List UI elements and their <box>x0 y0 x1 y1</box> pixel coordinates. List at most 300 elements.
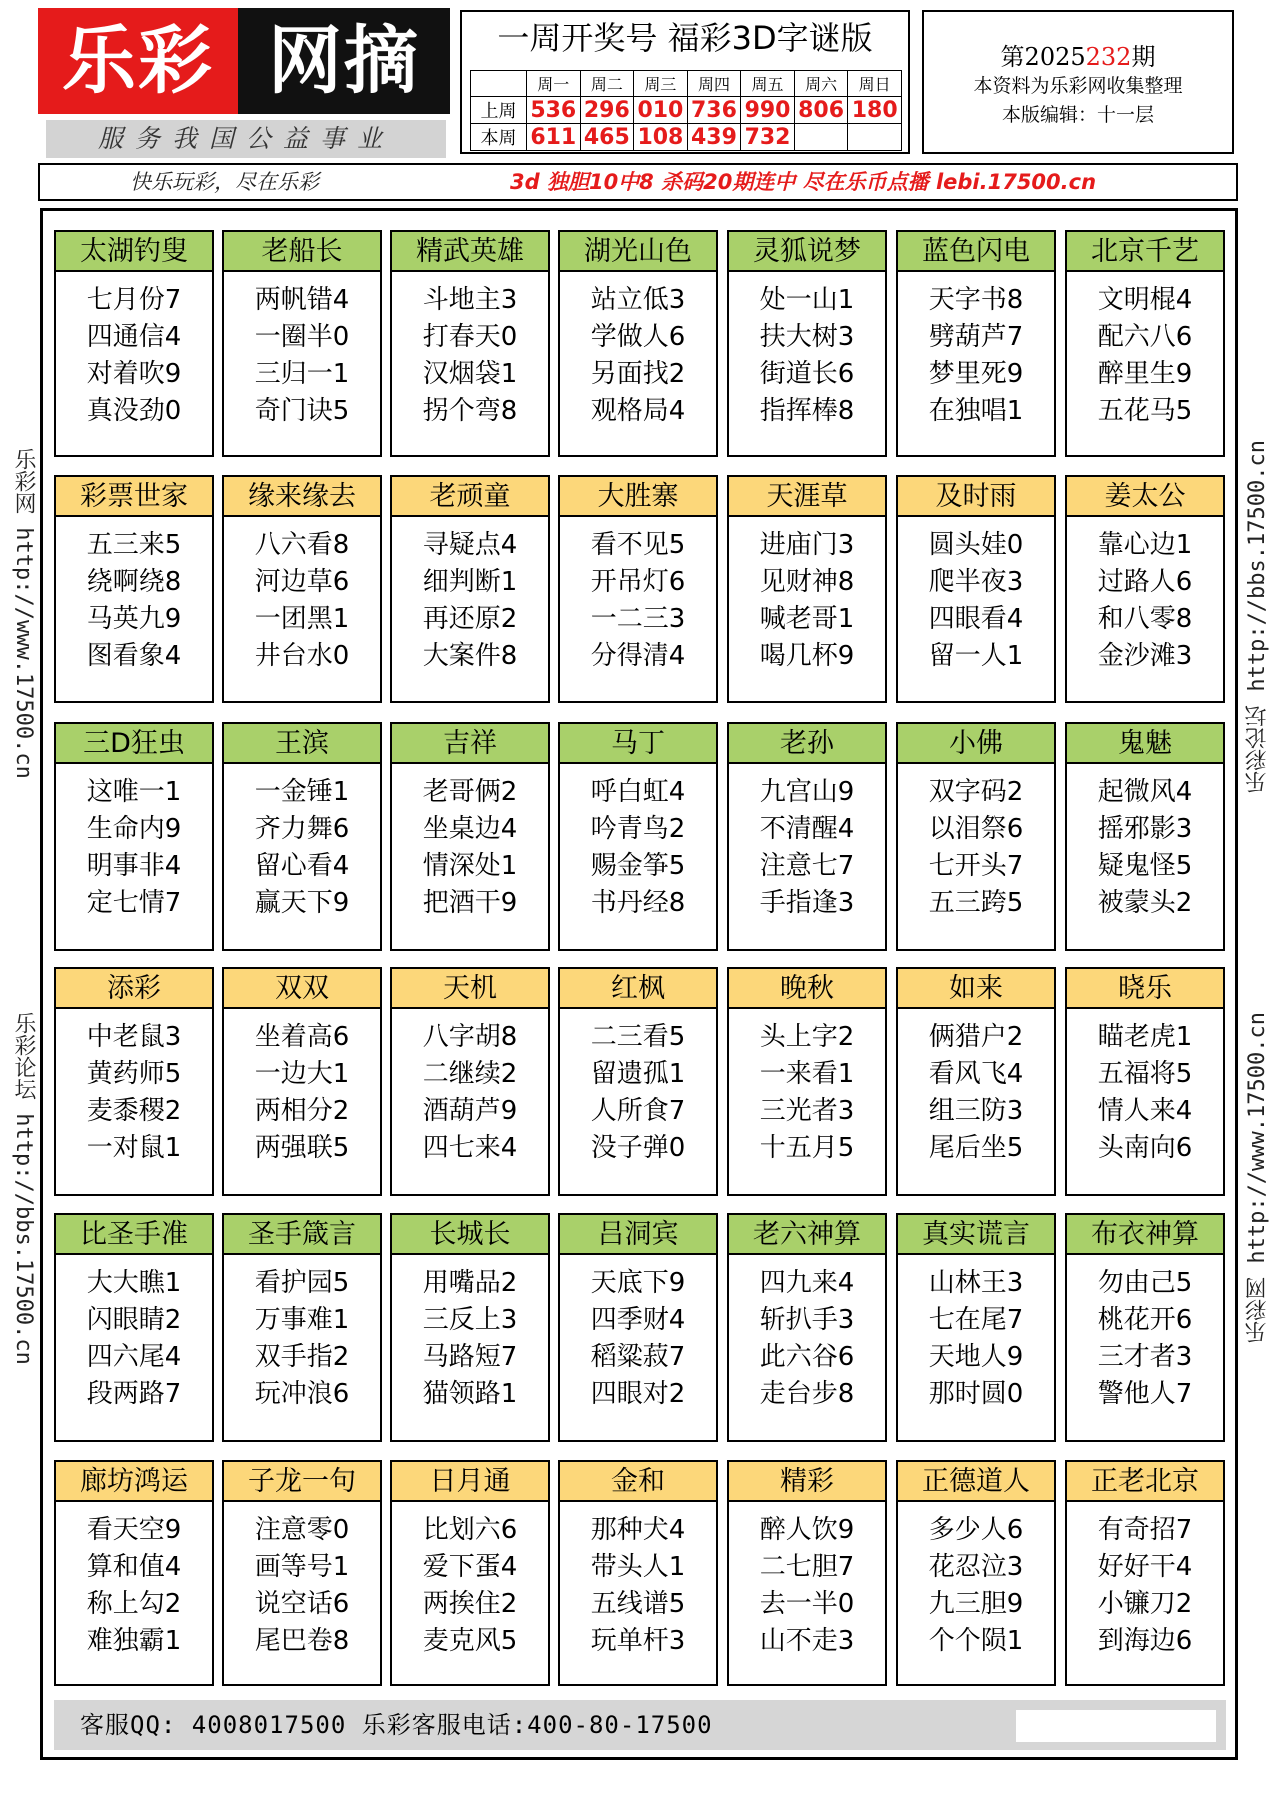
puzzle-card-body <box>56 764 212 922</box>
puzzle-card-title: 灵狐说梦 <box>729 232 885 272</box>
puzzle-card-title: 老顽童 <box>392 477 548 517</box>
puzzle-card-body <box>898 1502 1054 1660</box>
puzzle-line: 以泪祭6 <box>928 814 1024 844</box>
puzzle-line: 打春天0 <box>422 322 518 352</box>
puzzle-line: 定七情7 <box>86 888 182 918</box>
puzzle-line: 去一半0 <box>759 1589 855 1619</box>
puzzle-line: 比划六6 <box>422 1515 518 1545</box>
puzzle-line: 劈葫芦7 <box>928 322 1024 352</box>
puzzle-card-body <box>898 1009 1054 1167</box>
puzzle-line: 难独霸1 <box>86 1626 182 1656</box>
puzzle-card <box>222 230 382 457</box>
puzzle-card-title: 布衣神算 <box>1067 1215 1223 1255</box>
puzzle-card <box>222 1460 382 1686</box>
puzzle-card-body <box>898 1255 1054 1413</box>
puzzle-card-body <box>56 1255 212 1413</box>
puzzle-card <box>558 722 718 951</box>
puzzle-card <box>558 230 718 457</box>
puzzle-line: 三光者3 <box>759 1096 855 1126</box>
puzzle-line: 头南向6 <box>1097 1133 1193 1163</box>
puzzle-line: 两挨住2 <box>422 1589 518 1619</box>
puzzle-line: 观格局4 <box>590 396 686 426</box>
puzzle-line: 玩冲浪6 <box>254 1379 350 1409</box>
puzzle-line: 五三跨5 <box>928 888 1024 918</box>
issue-number: 232 <box>1085 43 1132 71</box>
puzzle-line: 两强联5 <box>254 1133 350 1163</box>
puzzle-card-body <box>898 517 1054 675</box>
puzzle-card-body <box>729 764 885 922</box>
puzzle-card-body <box>1067 1502 1223 1660</box>
draw-number <box>794 124 848 151</box>
puzzle-line: 情人来4 <box>1097 1096 1193 1126</box>
puzzle-line: 看天空9 <box>86 1515 182 1545</box>
puzzle-line: 天地人9 <box>928 1342 1024 1372</box>
puzzle-line: 开吊灯6 <box>590 567 686 597</box>
puzzle-line: 五花马5 <box>1097 396 1193 426</box>
puzzle-line: 段两路7 <box>86 1379 182 1409</box>
issue-prefix: 第2025 <box>1000 43 1086 71</box>
puzzle-line: 十五月5 <box>759 1133 855 1163</box>
puzzle-line: 站立低3 <box>590 285 686 315</box>
puzzle-line: 八六看8 <box>254 530 350 560</box>
puzzle-line: 呼白虹4 <box>590 777 686 807</box>
puzzle-line: 八字胡8 <box>422 1022 518 1052</box>
puzzle-line: 猫领路1 <box>422 1379 518 1409</box>
puzzle-line: 四眼对2 <box>590 1379 686 1409</box>
puzzle-card <box>727 722 887 951</box>
puzzle-line: 双手指2 <box>254 1342 350 1372</box>
puzzle-card-title: 三D狂虫 <box>56 724 212 764</box>
puzzle-line: 奇门诀5 <box>254 396 350 426</box>
puzzle-line: 桃花开6 <box>1097 1305 1193 1335</box>
draw-number: 439 <box>687 124 741 151</box>
puzzle-card-body <box>1067 517 1223 675</box>
puzzle-line: 留心看4 <box>254 851 350 881</box>
editor-note: 本版编辑：十一层 <box>1001 104 1154 126</box>
puzzle-card-body <box>224 1009 380 1167</box>
this-week-label: 本周 <box>471 124 527 151</box>
puzzle-card-body <box>392 517 548 675</box>
puzzle-card <box>896 1213 1056 1442</box>
puzzle-card <box>727 1460 887 1686</box>
puzzle-line: 斗地主3 <box>422 285 518 315</box>
puzzle-card-body <box>560 1009 716 1167</box>
puzzle-line: 看护园5 <box>254 1268 350 1298</box>
puzzle-line: 进庙门3 <box>759 530 855 560</box>
puzzle-card-title: 晓乐 <box>1067 969 1223 1009</box>
puzzle-line: 明事非4 <box>86 851 182 881</box>
puzzle-line: 此六谷6 <box>759 1342 855 1372</box>
puzzle-line: 留遗孤1 <box>590 1059 686 1089</box>
puzzle-line: 另面找2 <box>590 359 686 389</box>
last-week-row <box>471 97 902 124</box>
draw-number: 108 <box>634 124 688 151</box>
puzzle-line: 用嘴品2 <box>422 1268 518 1298</box>
puzzle-line: 七在尾7 <box>928 1305 1024 1335</box>
puzzle-card <box>896 1460 1056 1686</box>
puzzle-line: 一金锤1 <box>254 777 350 807</box>
puzzle-card-body <box>560 517 716 675</box>
puzzle-line: 圆头娃0 <box>928 530 1024 560</box>
puzzle-card-title: 太湖钓叟 <box>56 232 212 272</box>
puzzle-line: 多少人6 <box>928 1515 1024 1545</box>
draw-number: 465 <box>580 124 634 151</box>
puzzle-line: 喝几杯9 <box>759 641 855 671</box>
puzzle-line: 手指逢3 <box>759 888 855 918</box>
puzzle-line: 三反上3 <box>422 1305 518 1335</box>
puzzle-card-body <box>560 272 716 430</box>
draw-table-corner <box>471 71 527 97</box>
puzzle-card-title: 鬼魅 <box>1067 724 1223 764</box>
puzzle-line: 瞄老虎1 <box>1097 1022 1193 1052</box>
puzzle-line: 对着吹9 <box>86 359 182 389</box>
puzzle-line: 算和值4 <box>86 1552 182 1582</box>
puzzle-line: 和八零8 <box>1097 604 1193 634</box>
puzzle-line: 分得清4 <box>590 641 686 671</box>
puzzle-line: 小镰刀2 <box>1097 1589 1193 1619</box>
draw-number: 180 <box>848 97 902 124</box>
puzzle-line: 人所食7 <box>590 1096 686 1126</box>
puzzle-card <box>54 722 214 951</box>
puzzle-line: 醉里生9 <box>1097 359 1193 389</box>
puzzle-card-title: 子龙一句 <box>224 1462 380 1502</box>
puzzle-card-body <box>56 1502 212 1660</box>
puzzle-line: 三归一1 <box>254 359 350 389</box>
puzzle-card-title: 圣手箴言 <box>224 1215 380 1255</box>
puzzle-card-title: 大胜寨 <box>560 477 716 517</box>
puzzle-line: 指挥棒8 <box>759 396 855 426</box>
draw-number: 296 <box>580 97 634 124</box>
puzzle-line: 拐个弯8 <box>422 396 518 426</box>
puzzle-card-body <box>392 1009 548 1167</box>
puzzle-card <box>558 1213 718 1442</box>
puzzle-card-title: 彩票世家 <box>56 477 212 517</box>
puzzle-card-title: 及时雨 <box>898 477 1054 517</box>
puzzle-line: 四七来4 <box>422 1133 518 1163</box>
puzzle-line: 四季财4 <box>590 1305 686 1335</box>
puzzle-card-body <box>56 1009 212 1167</box>
puzzle-line: 玩单杆3 <box>590 1626 686 1656</box>
puzzle-line: 中老鼠3 <box>86 1022 182 1052</box>
ticker-bar <box>38 163 1238 201</box>
puzzle-card-title: 真实谎言 <box>898 1215 1054 1255</box>
puzzle-card-body <box>392 1255 548 1413</box>
puzzle-line: 一对鼠1 <box>86 1133 182 1163</box>
puzzle-line: 老哥俩2 <box>422 777 518 807</box>
puzzle-line: 两帆错4 <box>254 285 350 315</box>
puzzle-line: 没子弹0 <box>590 1133 686 1163</box>
puzzle-line: 马路短7 <box>422 1342 518 1372</box>
puzzle-card-title: 精武英雄 <box>392 232 548 272</box>
draw-number <box>848 124 902 151</box>
draw-number: 732 <box>741 124 795 151</box>
draw-table <box>470 70 902 151</box>
puzzle-card-body <box>729 272 885 430</box>
puzzle-line: 稻粱菽7 <box>590 1342 686 1372</box>
puzzle-card <box>558 475 718 703</box>
puzzle-card <box>558 1460 718 1686</box>
footer-blank-box <box>1016 1710 1216 1742</box>
puzzle-card-body <box>729 517 885 675</box>
puzzle-card-body <box>560 1502 716 1660</box>
puzzle-line: 说空话6 <box>254 1589 350 1619</box>
puzzle-line: 靠心边1 <box>1097 530 1193 560</box>
puzzle-line: 井台水0 <box>254 641 350 671</box>
weekday-header: 周二 <box>580 71 634 97</box>
puzzle-card-body <box>1067 1009 1223 1167</box>
ticker-promo[interactable]: 3d 独胆10中8 杀码20期连中 尽在乐币点播 lebi.17500.cn <box>510 170 1097 194</box>
puzzle-card-body <box>1067 272 1223 430</box>
puzzle-line: 画等号1 <box>254 1552 350 1582</box>
puzzle-card <box>1065 1213 1225 1442</box>
issue-line <box>924 42 1232 72</box>
puzzle-card <box>896 722 1056 951</box>
puzzle-line: 文明棍4 <box>1097 285 1193 315</box>
puzzle-card <box>896 475 1056 703</box>
puzzle-line: 闪眼睛2 <box>86 1305 182 1335</box>
puzzle-line: 山不走3 <box>759 1626 855 1656</box>
puzzle-line: 爱下蛋4 <box>422 1552 518 1582</box>
puzzle-line: 尾巴卷8 <box>254 1626 350 1656</box>
draw-title: 一周开奖号 福彩3D字谜版 <box>497 19 873 57</box>
puzzle-line: 带头人1 <box>590 1552 686 1582</box>
puzzle-line: 二七胆7 <box>759 1552 855 1582</box>
puzzle-card-body <box>1067 1255 1223 1413</box>
puzzle-line: 赢天下9 <box>254 888 350 918</box>
issue-suffix: 期 <box>1131 43 1156 71</box>
puzzle-card <box>54 1460 214 1686</box>
puzzle-line: 喊老哥1 <box>759 604 855 634</box>
puzzle-line: 酒葫芦9 <box>422 1096 518 1126</box>
puzzle-line: 绕啊绕8 <box>86 567 182 597</box>
puzzle-line: 五三来5 <box>86 530 182 560</box>
puzzle-line: 那时圆0 <box>928 1379 1024 1409</box>
weekday-header: 周三 <box>634 71 688 97</box>
puzzle-line: 天字书8 <box>928 285 1024 315</box>
puzzle-line: 坐着高6 <box>254 1022 350 1052</box>
puzzle-line: 赐金筝5 <box>590 851 686 881</box>
puzzle-line: 组三防3 <box>928 1096 1024 1126</box>
puzzle-line: 一团黑1 <box>254 604 350 634</box>
puzzle-card-body <box>392 272 548 430</box>
puzzle-card-title: 小佛 <box>898 724 1054 764</box>
draw-number: 536 <box>527 97 581 124</box>
puzzle-line: 看风飞4 <box>928 1059 1024 1089</box>
puzzle-card-title: 天机 <box>392 969 548 1009</box>
weekly-draw-panel <box>460 10 910 154</box>
puzzle-line: 大大瞧1 <box>86 1268 182 1298</box>
puzzle-line: 看不见5 <box>590 530 686 560</box>
puzzle-line: 斩扒手3 <box>759 1305 855 1335</box>
puzzle-card <box>390 722 550 951</box>
footer-contact: 客服QQ: 4008017500 乐彩客服电话:400-80-17500 <box>80 1711 713 1739</box>
side-text-left-top: 乐彩网 http://www.17500.cn <box>11 448 36 779</box>
puzzle-line: 俩猎户2 <box>928 1022 1024 1052</box>
puzzle-card-body <box>560 764 716 922</box>
weekday-header: 周五 <box>741 71 795 97</box>
puzzle-line: 疑鬼怪5 <box>1097 851 1193 881</box>
puzzle-card-title: 正老北京 <box>1067 1462 1223 1502</box>
puzzle-line: 情深处1 <box>422 851 518 881</box>
puzzle-line: 四六尾4 <box>86 1342 182 1372</box>
puzzle-card <box>727 230 887 457</box>
logo-red-part: 乐彩 <box>38 8 238 114</box>
puzzle-line: 四通信4 <box>86 322 182 352</box>
puzzle-line: 生命内9 <box>86 814 182 844</box>
puzzle-line: 汉烟袋1 <box>422 359 518 389</box>
puzzle-line: 留一人1 <box>928 641 1024 671</box>
puzzle-card-title: 比圣手准 <box>56 1215 212 1255</box>
side-text-left-bottom: 乐彩论坛 http://bbs.17500.cn <box>11 1012 36 1365</box>
puzzle-line: 金沙滩3 <box>1097 641 1193 671</box>
puzzle-line: 图看象4 <box>86 641 182 671</box>
issue-panel <box>922 10 1234 154</box>
puzzle-line: 九三胆9 <box>928 1589 1024 1619</box>
puzzle-line: 大案件8 <box>422 641 518 671</box>
puzzle-card-body <box>224 272 380 430</box>
puzzle-card-body <box>729 1502 885 1660</box>
puzzle-card-title: 老六神算 <box>729 1215 885 1255</box>
puzzle-line: 二三看5 <box>590 1022 686 1052</box>
weekday-header: 周日 <box>848 71 902 97</box>
puzzle-line: 一二三3 <box>590 604 686 634</box>
puzzle-line: 走台步8 <box>759 1379 855 1409</box>
puzzle-line: 到海边6 <box>1097 1626 1193 1656</box>
puzzle-line: 有奇招7 <box>1097 1515 1193 1545</box>
puzzle-line: 九宫山9 <box>759 777 855 807</box>
draw-number: 806 <box>794 97 848 124</box>
puzzle-card-title: 老船长 <box>224 232 380 272</box>
puzzle-card <box>1065 1460 1225 1686</box>
weekday-header: 周六 <box>794 71 848 97</box>
puzzle-line: 头上字2 <box>759 1022 855 1052</box>
puzzle-card-body <box>560 1255 716 1413</box>
puzzle-card-title: 天涯草 <box>729 477 885 517</box>
puzzle-line: 摇邪影3 <box>1097 814 1193 844</box>
puzzle-line: 麦克风5 <box>422 1626 518 1656</box>
draw-number: 010 <box>634 97 688 124</box>
puzzle-line: 爬半夜3 <box>928 567 1024 597</box>
puzzle-card <box>54 230 214 457</box>
puzzle-card <box>1065 722 1225 951</box>
puzzle-card-title: 精彩 <box>729 1462 885 1502</box>
puzzle-card <box>390 475 550 703</box>
puzzle-line: 注意零0 <box>254 1515 350 1545</box>
puzzle-card <box>727 475 887 703</box>
puzzle-card <box>390 967 550 1196</box>
puzzle-card-title: 姜太公 <box>1067 477 1223 517</box>
puzzle-line: 寻疑点4 <box>422 530 518 560</box>
puzzle-card-title: 金和 <box>560 1462 716 1502</box>
puzzle-line: 坐桌边4 <box>422 814 518 844</box>
puzzle-card-body <box>56 272 212 430</box>
puzzle-line: 万事难1 <box>254 1305 350 1335</box>
puzzle-card <box>390 230 550 457</box>
puzzle-card <box>54 967 214 1196</box>
last-week-label: 上周 <box>471 97 527 124</box>
ticker-slogan: 快乐玩彩，尽在乐彩 <box>130 170 319 194</box>
puzzle-line: 细判断1 <box>422 567 518 597</box>
puzzle-card-title: 吕洞宾 <box>560 1215 716 1255</box>
puzzle-line: 五福将5 <box>1097 1059 1193 1089</box>
puzzle-card-title: 缘来缘去 <box>224 477 380 517</box>
puzzle-line: 注意七7 <box>759 851 855 881</box>
side-text-right-top: 乐彩论坛 http://bbs.17500.cn <box>1245 440 1270 793</box>
puzzle-card-title: 老孙 <box>729 724 885 764</box>
puzzle-card-title: 添彩 <box>56 969 212 1009</box>
puzzle-card-title: 吉祥 <box>392 724 548 764</box>
puzzle-line: 一边大1 <box>254 1059 350 1089</box>
puzzle-card-body <box>392 1502 548 1660</box>
puzzle-line: 二继续2 <box>422 1059 518 1089</box>
puzzle-line: 扶大树3 <box>759 322 855 352</box>
puzzle-line: 过路人6 <box>1097 567 1193 597</box>
puzzle-line: 书丹经8 <box>590 888 686 918</box>
puzzle-line: 好好干4 <box>1097 1552 1193 1582</box>
puzzle-card-body <box>729 1255 885 1413</box>
draw-number: 611 <box>527 124 581 151</box>
this-week-row <box>471 124 902 151</box>
puzzle-line: 起微风4 <box>1097 777 1193 807</box>
puzzle-line: 四眼看4 <box>928 604 1024 634</box>
logo-black-part: 网摘 <box>238 8 450 114</box>
puzzle-card <box>896 230 1056 457</box>
puzzle-card-body <box>1067 764 1223 922</box>
logo <box>38 8 450 158</box>
puzzle-card <box>896 967 1056 1196</box>
puzzle-line: 街道长6 <box>759 359 855 389</box>
puzzle-card-title: 正德道人 <box>898 1462 1054 1502</box>
puzzle-card <box>1065 230 1225 457</box>
puzzle-line: 配六八6 <box>1097 322 1193 352</box>
puzzle-card-body <box>729 1009 885 1167</box>
draw-number: 736 <box>687 97 741 124</box>
puzzle-line: 警他人7 <box>1097 1379 1193 1409</box>
weekday-header: 周一 <box>527 71 581 97</box>
puzzle-card <box>558 967 718 1196</box>
puzzle-line: 麦黍稷2 <box>86 1096 182 1126</box>
puzzle-card <box>54 1213 214 1442</box>
puzzle-card <box>390 1213 550 1442</box>
puzzle-card-body <box>224 517 380 675</box>
puzzle-card-title: 日月通 <box>392 1462 548 1502</box>
puzzle-card <box>54 475 214 703</box>
puzzle-line: 黄药师5 <box>86 1059 182 1089</box>
puzzle-card <box>222 1213 382 1442</box>
puzzle-line: 那种犬4 <box>590 1515 686 1545</box>
puzzle-line: 被蒙头2 <box>1097 888 1193 918</box>
puzzle-card-body <box>224 764 380 922</box>
puzzle-line: 吟青鸟2 <box>590 814 686 844</box>
puzzle-card <box>727 967 887 1196</box>
puzzle-line: 四九来4 <box>759 1268 855 1298</box>
puzzle-card-title: 湖光山色 <box>560 232 716 272</box>
puzzle-card-title: 北京千艺 <box>1067 232 1223 272</box>
source-note: 本资料为乐彩网收集整理 <box>973 75 1183 97</box>
puzzle-line: 个个陨1 <box>928 1626 1024 1656</box>
puzzle-line: 醉人饮9 <box>759 1515 855 1545</box>
puzzle-line: 处一山1 <box>759 285 855 315</box>
puzzle-card <box>222 722 382 951</box>
puzzle-line: 五线谱5 <box>590 1589 686 1619</box>
puzzle-line: 尾后坐5 <box>928 1133 1024 1163</box>
side-text-right-bottom: 乐彩网 http://www.17500.cn <box>1245 1012 1270 1343</box>
puzzle-card <box>390 1460 550 1686</box>
puzzle-line: 七开头7 <box>928 851 1024 881</box>
puzzle-line: 见财神8 <box>759 567 855 597</box>
puzzle-line: 河边草6 <box>254 567 350 597</box>
puzzle-line: 真没劲0 <box>86 396 182 426</box>
